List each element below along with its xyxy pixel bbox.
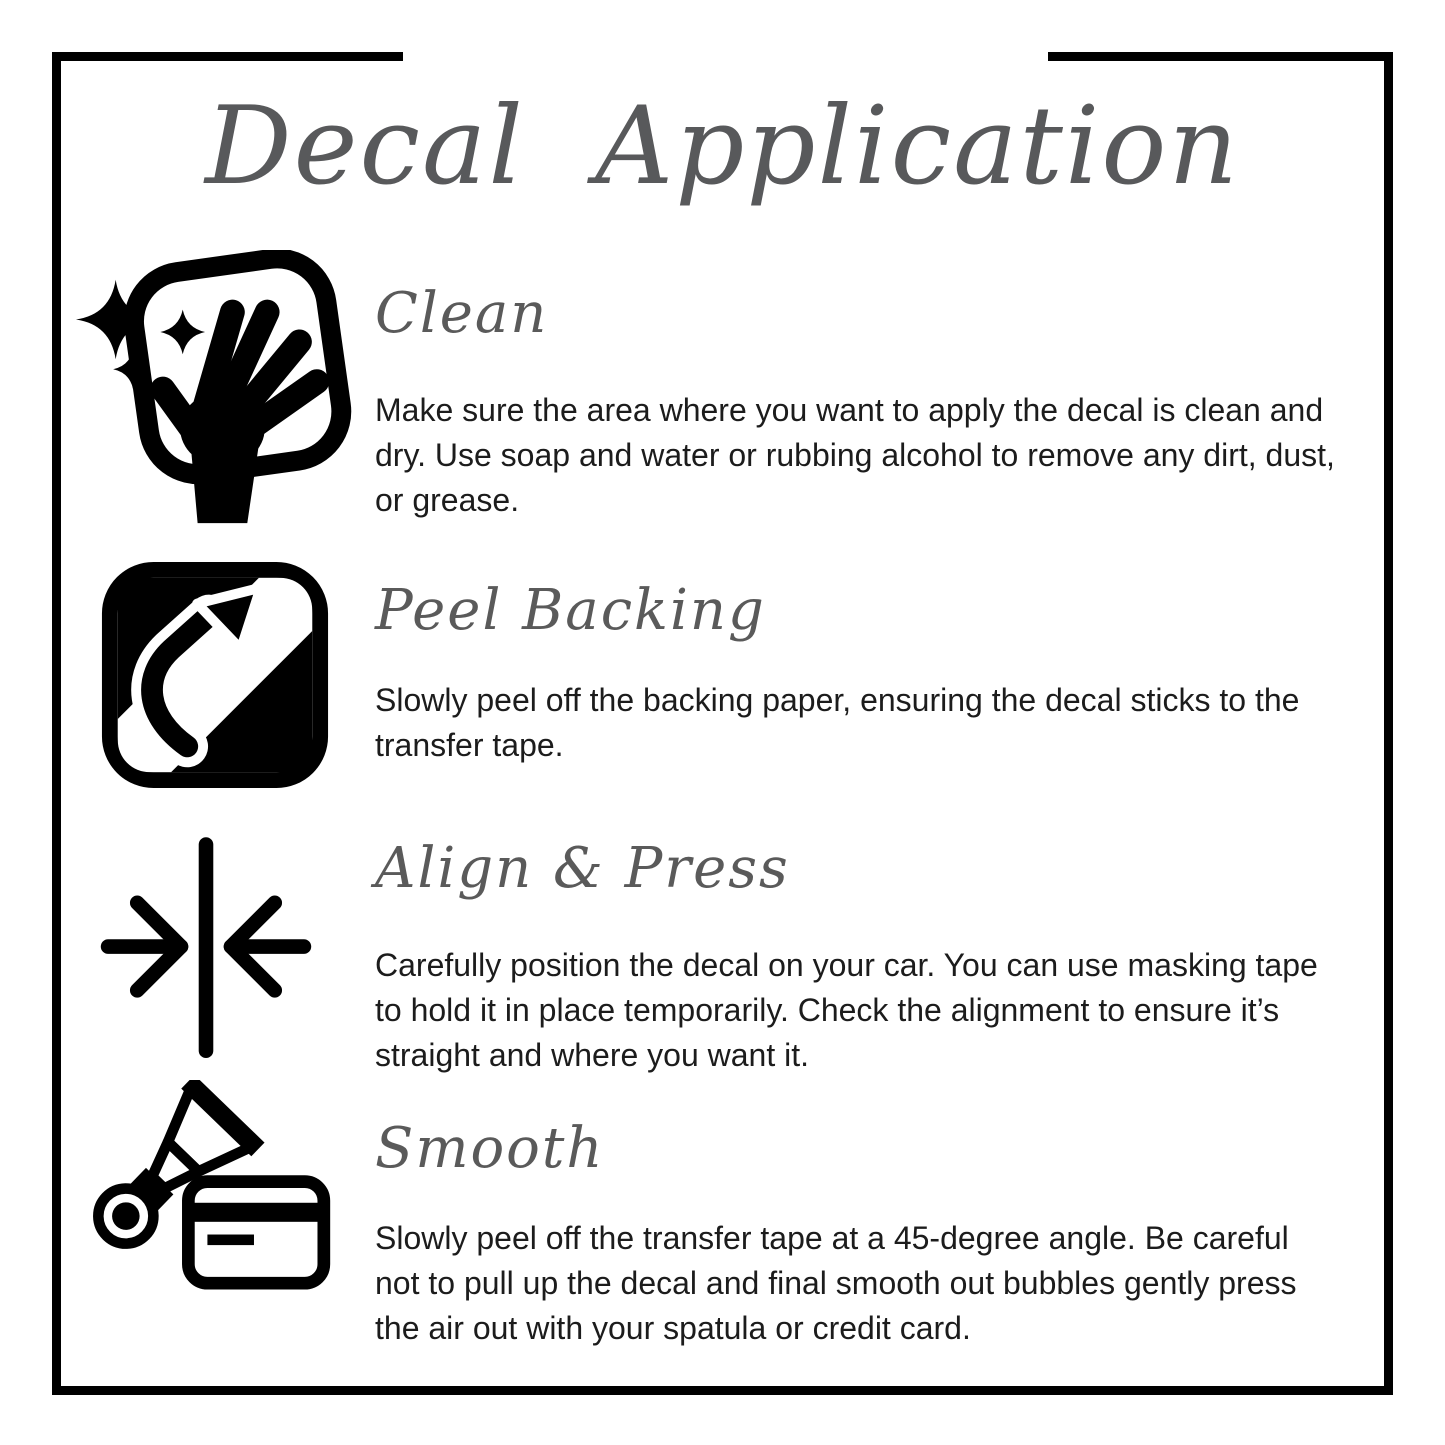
step-heading-align-press: Align & Press: [375, 836, 790, 901]
frame-top-left-segment: [52, 52, 403, 61]
frame-right-border: [1384, 52, 1393, 1395]
frame-bottom-border: [52, 1386, 1393, 1395]
frame-left-border: [52, 52, 61, 1395]
step-body-clean: Make sure the area where you want to apply the decal is clean and dry. Use soap and water or rubbing alcohol to remove any dirt, dust, or grease.: [375, 392, 1335, 518]
step-heading-smooth: Smooth: [375, 1116, 605, 1181]
step-body-peel-backing: Slowly peel off the backing paper, ensuring the decal sticks to the transfer tape.: [375, 682, 1300, 763]
step-heading-clean: Clean: [375, 281, 549, 346]
step-body-smooth: Slowly peel off the transfer tape at a 45-degree angle. Be careful not to pull up the decal and final smooth out bubbles gently press the air out with your spatula or credit card.: [375, 1220, 1297, 1346]
clean-wipe-icon: [66, 250, 364, 548]
smooth-tools-icon: [86, 1080, 350, 1334]
step-body-align-press: Carefully position the decal on your car. You can use masking tape to hold it in place temporarily. Check the alignment to ensure it’s straight and where you want it.: [375, 947, 1318, 1073]
page-title: Decal Application: [205, 84, 1240, 209]
frame-top-right-segment: [1048, 52, 1393, 61]
step-heading-peel-backing: Peel Backing: [375, 578, 766, 643]
align-press-icon: [78, 832, 334, 1082]
peel-backing-icon: [96, 556, 334, 794]
